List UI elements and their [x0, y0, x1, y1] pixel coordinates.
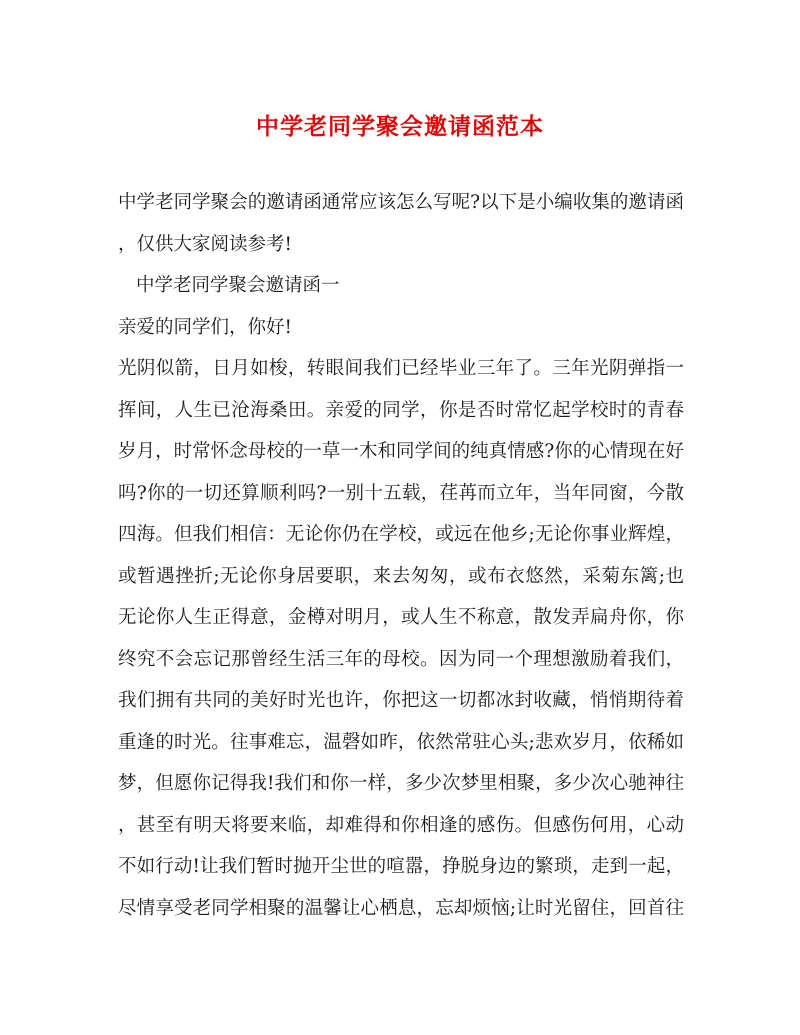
paragraph-line: 挥间，人生已沧海桑田。亲爱的同学，你是否时常忆起学校时的青春 — [118, 399, 684, 421]
paragraph-line: 四海。但我们相信：无论你仍在学校，或远在他乡;无论你事业辉煌， — [118, 524, 684, 545]
paragraph-line: 不如行动!让我们暂时抛开尘世的喧嚣，挣脱身边的繁琐，走到一起， — [118, 856, 684, 877]
section-heading: 中学老同学聚会邀请函一 — [136, 275, 340, 296]
paragraph-line: 岁月，时常怀念母校的一草一木和同学间的纯真情感?你的心情现在好 — [118, 441, 684, 462]
document-body — [118, 182, 684, 929]
paragraph-line: 重逢的时光。往事难忘，温磬如昨，依然常驻心头;悲欢岁月，依稀如 — [118, 731, 684, 753]
paragraph-line: 终究不会忘记那曾经生活三年的母校。因为同一个理想激励着我们， — [118, 648, 684, 670]
document-title: 中学老同学聚会邀请函范本 — [256, 113, 544, 140]
paragraph-line: 尽情享受老同学相聚的温馨让心栖息，忘却烦恼;让时光留住，回首往 — [118, 897, 684, 919]
paragraph-line: 无论你人生正得意，金樽对明月，或人生不称意，散发弄扁舟你，你 — [118, 607, 684, 628]
paragraph-line: ，甚至有明天将要来临，却难得和你相逢的感伤。但感伤何用，心动 — [118, 814, 684, 836]
paragraph-line: 吗?你的一切还算顺利吗?一别十五载，荏苒而立年，当年同窗，今散 — [118, 482, 684, 504]
paragraph-line-intro-1: 中学老同学聚会的邀请函通常应该怎么写呢?以下是小编收集的邀请函 — [118, 192, 684, 213]
paragraph-line: 光阴似箭，日月如梭，转眼间我们已经毕业三年了。三年光阴弹指一 — [118, 358, 684, 379]
paragraph-line-intro-2: ，仅供大家阅读参考! — [118, 233, 292, 255]
paragraph-line: 梦，但愿你记得我!我们和你一样，多少次梦里相聚，多少次心驰神往 — [118, 773, 684, 794]
paragraph-line: 或暂遇挫折;无论你身居要职，来去匆匆，或布衣悠然，采菊东篱;也 — [118, 565, 684, 587]
salutation-line: 亲爱的同学们，你好! — [118, 316, 292, 338]
paragraph-line: 我们拥有共同的美好时光也许，你把这一切都冰封收藏，悄悄期待着 — [118, 690, 684, 711]
